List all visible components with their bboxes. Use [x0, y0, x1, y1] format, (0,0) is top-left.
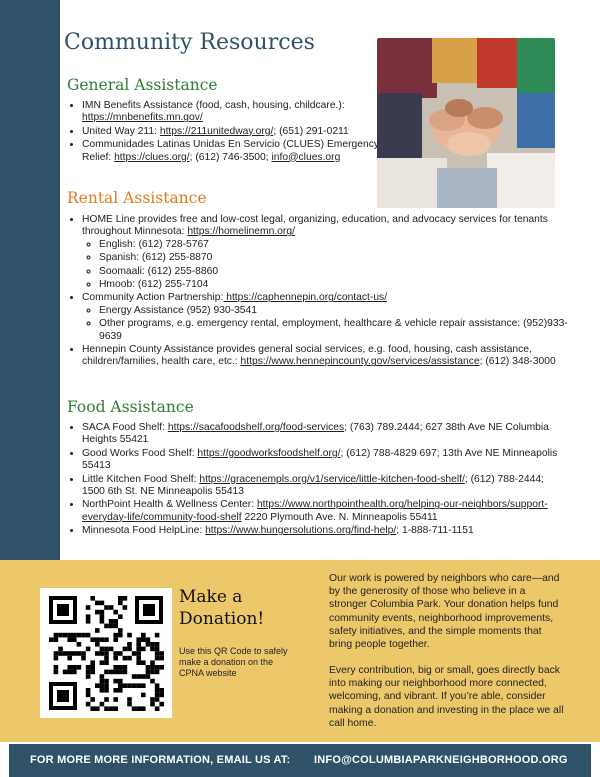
qr-module [100, 619, 105, 624]
qr-module [63, 633, 68, 638]
qr-module [104, 660, 109, 665]
qr-module [136, 683, 141, 688]
qr-module [123, 665, 128, 670]
qr-module [90, 660, 95, 665]
donation-instructions: Use this QR Code to safely make a donation on the CPNA website [179, 646, 288, 678]
qr-module [159, 651, 164, 656]
list-item: • United Way 211: https://211unitedway.org/; (651) 291-0211 [82, 126, 382, 138]
qr-module [95, 642, 100, 647]
qr-module [72, 637, 77, 642]
qr-module [155, 642, 160, 647]
qr-module [104, 706, 109, 711]
qr-module [118, 683, 123, 688]
qr-module [118, 596, 123, 601]
qr-module [118, 601, 123, 606]
qr-module [67, 656, 72, 661]
qr-module [146, 642, 151, 647]
qr-module [95, 628, 100, 633]
list-item: ◦ Spanish: (612) 255-8870 [99, 252, 572, 264]
qr-module [81, 633, 86, 638]
qr-module [127, 656, 132, 661]
qr-module [123, 605, 128, 610]
qr-module [109, 670, 114, 675]
qr-module [155, 693, 160, 698]
qr-module [118, 679, 123, 684]
donation-paragraph-2: Every contribution, big or small, goes directly back into making our neighborhood more connected, welcoming, and vibrant. If you’re able, consider making a donation and investing in the place we all call home. [329, 665, 564, 729]
qr-module [141, 674, 146, 679]
qr-module [100, 688, 105, 693]
qr-module [100, 702, 105, 707]
qr-module [113, 651, 118, 656]
qr-module [67, 665, 72, 670]
qr-module [127, 642, 132, 647]
qr-module [136, 660, 141, 665]
qr-module [159, 688, 164, 693]
qr-module [113, 624, 118, 629]
qr-module [95, 706, 100, 711]
list-item: ◦ Soomaali: (612) 255-8860 [99, 266, 572, 278]
homeline-phone-list [82, 239, 572, 292]
qr-module [86, 633, 91, 638]
qr-module [77, 651, 82, 656]
list-item: • SACA Food Shelf: https://sacafoodshelf.org/food-services; (763) 789.2444; 627 38th Ave NE Columbia Heights 55421 [82, 422, 562, 447]
qr-module [155, 670, 160, 675]
qr-module [104, 637, 109, 642]
qr-module [90, 706, 95, 711]
qr-module [118, 628, 123, 633]
qr-module [159, 665, 164, 670]
food-assistance-heading: Food Assistance [67, 398, 194, 416]
cap-sub-list [82, 305, 572, 343]
qr-module [141, 706, 146, 711]
qr-module [54, 651, 59, 656]
qr-module [132, 683, 137, 688]
qr-module [58, 651, 63, 656]
mnbenefits-link[interactable]: https://mnbenefits.mn.gov/ [82, 112, 203, 124]
clues-link[interactable]: https://clues.org/ [114, 151, 190, 163]
qr-module [109, 624, 114, 629]
littlekitchen-link[interactable]: https://gracenempls.org/v1/service/little-kitchen-food-shelf/ [199, 473, 465, 485]
qr-module [90, 637, 95, 642]
qr-module [155, 656, 160, 661]
goodworks-link[interactable]: https://goodworksfoodshelf.org/ [197, 447, 341, 459]
qr-module [136, 706, 141, 711]
list-item: • IMN Benefits Assistance (food, cash, housing, childcare.): https://mnbenefits.mn.gov/ [82, 100, 382, 125]
qr-module [127, 702, 132, 707]
donation-heading: Make a Donation! [179, 587, 265, 629]
qr-module [146, 665, 151, 670]
unitedway-link[interactable]: https://211unitedway.org/ [159, 125, 274, 137]
clues-email-link[interactable]: info@clues.org [271, 151, 341, 163]
photo-illustration [377, 38, 555, 208]
list-item: • Good Works Food Shelf: https://goodworksfoodshelf.org/; (612) 788-4829 697; 13th Ave NE Minneapolis 55413 [82, 448, 562, 473]
qr-module [132, 674, 137, 679]
qr-module [86, 647, 91, 652]
rental-assistance-list [66, 214, 572, 370]
qr-module [95, 683, 100, 688]
qr-module [90, 697, 95, 702]
qr-module [54, 637, 59, 642]
qr-module [104, 670, 109, 675]
qr-module [109, 647, 114, 652]
list-item: ◦ Hmoob: (612) 255-7104 [99, 279, 572, 291]
qr-module [104, 647, 109, 652]
qr-module [159, 702, 164, 707]
qr-module [100, 683, 105, 688]
list-item: • Communidades Latinas Unidas En Servicio (CLUES) Emergency Relief: https://clues.org/; (612) 746-3500; info@clues.org [82, 139, 382, 164]
qr-module [86, 619, 91, 624]
qr-code-icon [40, 588, 172, 718]
qr-module [123, 683, 128, 688]
qr-module [141, 683, 146, 688]
qr-module [63, 651, 68, 656]
qr-module [113, 656, 118, 661]
qr-module [63, 670, 68, 675]
qr-module [155, 665, 160, 670]
qr-module [109, 619, 114, 624]
qr-module [86, 605, 91, 610]
qr-module [104, 605, 109, 610]
qr-module [81, 651, 86, 656]
qr-module [109, 605, 114, 610]
qr-module [113, 637, 118, 642]
food-assistance-list [66, 422, 562, 539]
left-accent-bar [0, 0, 60, 560]
hennepin-link[interactable]: https://www.hennepincounty.gov/services/assistance [240, 356, 480, 368]
qr-module [141, 660, 146, 665]
qr-module [132, 706, 137, 711]
qr-module [86, 693, 91, 698]
qr-module [136, 651, 141, 656]
qr-module [136, 647, 141, 652]
qr-module [118, 614, 123, 619]
qr-module [155, 651, 160, 656]
qr-module [146, 670, 151, 675]
qr-module [86, 688, 91, 693]
qr-module [104, 651, 109, 656]
saca-link[interactable]: https://sacafoodshelf.org/food-services [167, 422, 345, 433]
list-item: • Little Kitchen Food Shelf: https://gracenempls.org/v1/service/little-kitchen-food-shelf/; (612) 788-2444; 1500 6th St. NE Minneapolis 55413 [82, 474, 562, 499]
qr-module [150, 679, 155, 684]
caphennepin-link[interactable]: https://caphennepin.org/contact-us/ [223, 292, 388, 304]
general-assistance-list [66, 100, 382, 165]
qr-module [100, 674, 105, 679]
rental-assistance-heading: Rental Assistance [67, 189, 207, 207]
qr-module [155, 697, 160, 702]
qr-module [67, 651, 72, 656]
qr-module [113, 706, 118, 711]
qr-module [155, 633, 160, 638]
qr-module [95, 601, 100, 606]
qr-module [127, 683, 132, 688]
qr-module [136, 656, 141, 661]
qr-module [104, 688, 109, 693]
qr-module [100, 637, 105, 642]
page-title: Community Resources [64, 30, 315, 55]
qr-module [113, 679, 118, 684]
qr-module [54, 665, 59, 670]
qr-module [155, 647, 160, 652]
qr-module [100, 601, 105, 606]
qr-module [136, 674, 141, 679]
qr-module [90, 665, 95, 670]
qr-module [86, 674, 91, 679]
qr-module [104, 679, 109, 684]
qr-module [100, 610, 105, 615]
qr-module [77, 642, 82, 647]
qr-module [123, 647, 128, 652]
qr-module [113, 697, 118, 702]
qr-module [67, 670, 72, 675]
qr-module [72, 670, 77, 675]
qr-module [100, 647, 105, 652]
qr-module [67, 633, 72, 638]
qr-module [72, 633, 77, 638]
qr-module [118, 651, 123, 656]
qr-module [113, 688, 118, 693]
qr-module [146, 637, 151, 642]
qr-module [123, 670, 128, 675]
qr-module [86, 665, 91, 670]
qr-module [141, 633, 146, 638]
qr-module [67, 637, 72, 642]
qr-module [86, 702, 91, 707]
list-item: • NorthPoint Health & Wellness Center: https://www.northpointhealth.org/helping-our-neighbors/support-everyday-life/community-food-shelf 2220 Plymouth Ave. N. Minneapolis 55411 [82, 499, 562, 524]
footer-label: FOR MORE MORE INFORMATION, EMAIL US AT: [30, 754, 291, 766]
general-assistance-heading: General Assistance [67, 76, 218, 94]
qr-module [127, 633, 132, 638]
list-item: • Community Action Partnership: https://caphennepin.org/contact-us/ ◦ Energy Assistance (952) 930-3541 ◦ Other programs, e.g. emergency rental, employment, healthcare & vehicle repair assistance: (952)933-9639 [82, 292, 572, 343]
list-item: ◦ Other programs, e.g. emergency rental, employment, healthcare & vehicle repair assistance: (952)933-9639 [99, 318, 572, 343]
qr-module [86, 670, 91, 675]
northpoint-link[interactable]: https://www.northpointhealth.org/helping-our-neighbors/support-everyday-life/community-food-shelf [82, 499, 548, 523]
qr-module [150, 642, 155, 647]
qr-module [58, 647, 63, 652]
qr-module [100, 660, 105, 665]
list-item: • Minnesota Food HelpLine: https://www.hungersolutions.org/find-help/; 1-888-711-1151 [82, 525, 562, 537]
qr-module [150, 697, 155, 702]
qr-module [104, 697, 109, 702]
qr-module [95, 610, 100, 615]
qr-module [54, 656, 59, 661]
qr-module [141, 647, 146, 652]
qr-module [95, 637, 100, 642]
qr-module [90, 670, 95, 675]
homeline-link[interactable]: https://homelinemn.org/ [187, 226, 295, 238]
list-item: ◦ Energy Assistance (952) 930-3541 [99, 305, 572, 317]
qr-module [118, 633, 123, 638]
hands-together-photo [377, 38, 555, 208]
qr-module [113, 670, 118, 675]
donation-qr-code[interactable] [40, 588, 172, 718]
qr-module [123, 656, 128, 661]
footer-bar [9, 744, 591, 777]
qr-module [127, 647, 132, 652]
qr-module [136, 637, 141, 642]
qr-module [49, 637, 54, 642]
qr-module [146, 674, 151, 679]
qr-module [155, 688, 160, 693]
qr-module [72, 651, 77, 656]
qr-module [100, 614, 105, 619]
qr-module [77, 665, 82, 670]
qr-module [136, 642, 141, 647]
qr-module [123, 596, 128, 601]
qr-module [141, 693, 146, 698]
qr-module [113, 610, 118, 615]
qr-module [118, 665, 123, 670]
footer-email-link[interactable]: INFO@COLUMBIAPARKNEIGHBORHOOD.ORG [314, 754, 568, 766]
qr-module [81, 656, 86, 661]
qr-module [100, 679, 105, 684]
qr-module [109, 706, 114, 711]
qr-module [113, 633, 118, 638]
qr-module [58, 633, 63, 638]
qr-module [118, 670, 123, 675]
qr-module [141, 637, 146, 642]
qr-module [54, 670, 59, 675]
qr-module [159, 656, 164, 661]
qr-module [118, 688, 123, 693]
list-item: ◦ English: (612) 728-5767 [99, 239, 572, 251]
qr-module [104, 656, 109, 661]
qr-module [150, 660, 155, 665]
qr-module [104, 683, 109, 688]
qr-module [132, 651, 137, 656]
qr-module [77, 633, 82, 638]
qr-module [95, 651, 100, 656]
qr-module [127, 697, 132, 702]
qr-module [155, 683, 160, 688]
qr-module [90, 596, 95, 601]
qr-module [150, 702, 155, 707]
qr-module [159, 693, 164, 698]
qr-module [100, 651, 105, 656]
qr-module [86, 614, 91, 619]
qr-module [54, 633, 59, 638]
qr-module [72, 665, 77, 670]
list-item: • HOME Line provides free and low-cost legal, organizing, education, and advocacy services for tenants throughout Minnesota: https://homelinemn.org/ ◦ English: (612) 728-5767 ◦ Spanish: (612) 255-8870 ◦ Soomaali: (612) 255-8860 ◦ Hmoob: (612) 255-7104 [82, 214, 572, 291]
list-item: • Hennepin County Assistance provides general social services, e.g. food, housing, cash assistance, children/families, health care, etc.: https://www.hennepincounty.gov/services/assistance; (612) 348-3000 [82, 344, 572, 369]
qr-module [155, 706, 160, 711]
hungersolutions-link[interactable]: https://www.hungersolutions.org/find-help/ [205, 525, 397, 537]
qr-module [104, 624, 109, 629]
qr-module [113, 665, 118, 670]
donation-paragraph-1: Our work is powered by neighbors who care—and by the generosity of those who believe in a stronger Columbia Park. Your donation helps fund community events, neighborhood improvements, safety initiatives, and the simple moments that bring people together. [329, 573, 560, 651]
qr-module [150, 670, 155, 675]
qr-module [150, 647, 155, 652]
qr-module [150, 665, 155, 670]
qr-module [113, 619, 118, 624]
